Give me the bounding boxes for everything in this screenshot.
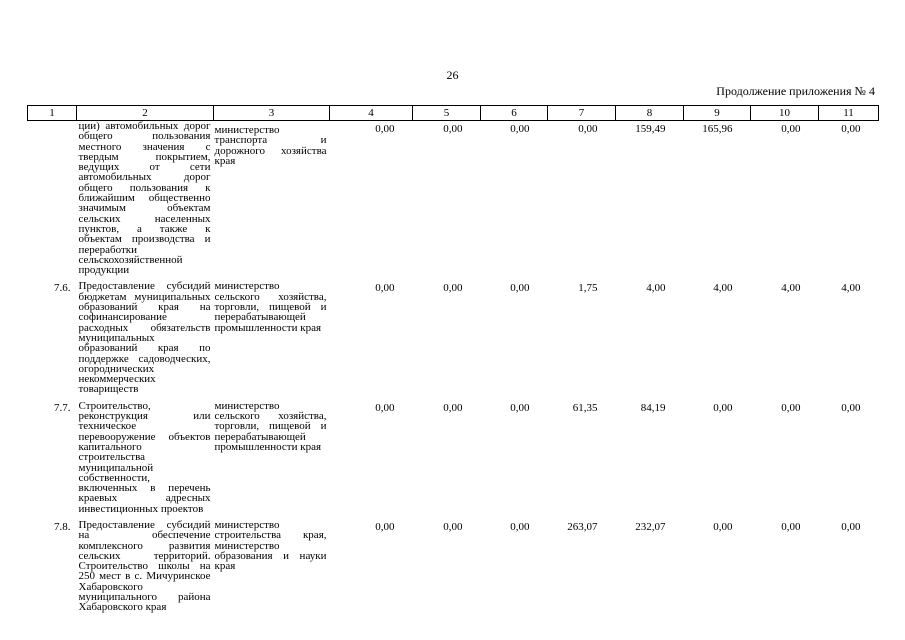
row-description: Строительство, реконструкция или техническое перевооружение объектов капитального строительства муниципальной собственности, включенных в перечень краевых адресных инвестиционных проектов bbox=[78, 399, 211, 515]
table-row bbox=[28, 401, 879, 514]
budget-table bbox=[27, 105, 879, 613]
value-col-7: 61,35 bbox=[572, 401, 598, 414]
row-number bbox=[28, 121, 77, 276]
row-executor: министерство сельского хозяйства, торговли, пищевой и перерабатывающей промышленности края bbox=[214, 280, 327, 334]
row-executor: министерство строительства края, министерство образования и науки края bbox=[214, 518, 327, 573]
value-col-9: 0,00 bbox=[713, 520, 733, 533]
value-col-10: 0,00 bbox=[781, 401, 801, 414]
value-col-4: 0,00 bbox=[375, 401, 395, 414]
value-col-6: 0,00 bbox=[510, 401, 530, 414]
value-col-9: 4,00 bbox=[713, 282, 733, 295]
table-row bbox=[28, 520, 879, 613]
column-header: 9 bbox=[684, 106, 751, 121]
column-header: 2 bbox=[77, 106, 214, 121]
value-col-10: 0,00 bbox=[781, 520, 801, 533]
row-description: Предоставление субсидий бюджетам муниципальных образований края на софинансирование расходных обязательств муниципальных образований края по поддержке садоводческих, огороднических некоммерческих товариществ bbox=[78, 280, 211, 396]
value-col-4: 0,00 bbox=[375, 123, 395, 135]
column-header: 1 bbox=[28, 106, 77, 121]
column-header: 4 bbox=[330, 106, 413, 121]
value-col-5: 0,00 bbox=[443, 123, 463, 135]
table-header-row bbox=[28, 106, 879, 121]
row-executor: министерство транспорта и дорожного хозяйства края bbox=[214, 124, 327, 167]
column-header: 7 bbox=[548, 106, 616, 121]
value-col-11: 0,00 bbox=[841, 520, 861, 533]
value-col-7: 1,75 bbox=[578, 282, 598, 295]
column-header: 3 bbox=[214, 106, 330, 121]
value-col-8: 159,49 bbox=[635, 123, 666, 135]
column-header: 11 bbox=[819, 106, 879, 121]
value-col-11: 0,00 bbox=[841, 401, 861, 414]
value-col-9: 0,00 bbox=[713, 401, 733, 414]
value-col-5: 0,00 bbox=[443, 401, 463, 414]
value-col-9: 165,96 bbox=[702, 123, 733, 135]
row-number: 7.7. bbox=[54, 401, 71, 414]
value-col-7: 263,07 bbox=[567, 520, 598, 533]
column-header: 10 bbox=[751, 106, 819, 121]
value-col-6: 0,00 bbox=[510, 123, 530, 135]
value-col-4: 0,00 bbox=[375, 520, 395, 533]
row-number: 7.8. bbox=[54, 520, 71, 533]
column-header: 6 bbox=[481, 106, 548, 121]
value-col-7: 0,00 bbox=[578, 123, 598, 135]
value-col-8: 4,00 bbox=[646, 282, 666, 295]
value-col-8: 84,19 bbox=[640, 401, 666, 414]
appendix-continuation-note: Продолжение приложения № 4 bbox=[716, 84, 875, 98]
page-number: 26 bbox=[446, 68, 459, 82]
value-col-11: 4,00 bbox=[841, 282, 861, 295]
value-col-5: 0,00 bbox=[443, 520, 463, 533]
value-col-10: 0,00 bbox=[781, 123, 801, 135]
row-description: ции) автомобильных дорог общего пользования местного значения с твердым покрытием, ведущих от сети автомобильных дорог общего пользования к ближайшим общественно значимым объектам сельских населенных пунктов, а также к объектам производства и переработки сельскохозяйственной продукции bbox=[78, 120, 211, 277]
table-row bbox=[28, 121, 879, 276]
value-col-11: 0,00 bbox=[841, 123, 861, 135]
row-executor: министерство сельского хозяйства, торговли, пищевой и перерабатывающей промышленности края bbox=[214, 399, 327, 453]
column-header: 8 bbox=[616, 106, 684, 121]
value-col-5: 0,00 bbox=[443, 282, 463, 295]
value-col-6: 0,00 bbox=[510, 520, 530, 533]
value-col-8: 232,07 bbox=[635, 520, 666, 533]
table-row bbox=[28, 281, 879, 394]
value-col-10: 4,00 bbox=[781, 282, 801, 295]
row-description: Предоставление субсидий на обеспечение комплексного развития сельских территорий. Строительство школы на 250 мест в с. Мичуринское Хабаровского муниципального района Хабаровского края bbox=[78, 518, 211, 614]
value-col-6: 0,00 bbox=[510, 282, 530, 295]
column-header: 5 bbox=[413, 106, 481, 121]
row-number: 7.6. bbox=[54, 282, 71, 295]
value-col-4: 0,00 bbox=[375, 282, 395, 295]
